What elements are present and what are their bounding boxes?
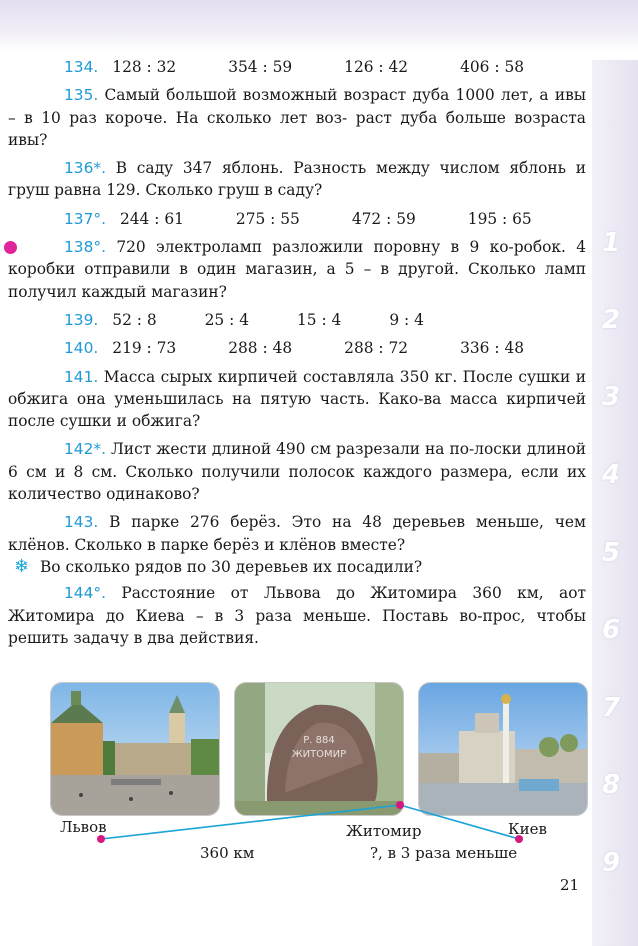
task-text: яблонь и груш равна 129. Сколько груш в саду? <box>8 159 586 200</box>
side-tab-2: 2 <box>601 305 621 335</box>
expression: 472 : 59 <box>351 209 416 228</box>
task-number: 136*. <box>64 159 106 178</box>
expression: 244 : 61 <box>119 209 184 228</box>
task-number: 135. <box>64 86 99 105</box>
side-tab-4: 4 <box>601 460 621 490</box>
task-text: каждого размера, если их количество одинаково? <box>8 462 586 504</box>
task-text: Лист жести длиной 490 см разрезали на по- <box>110 440 475 459</box>
task-text: Самый большой возможный возраст дуба <box>104 86 450 105</box>
task-extra-question: Во сколько рядов по 30 деревьев их посадили? <box>40 557 423 576</box>
stone-inscription-line: Р. 884 <box>303 735 335 746</box>
side-tab-8: 8 <box>601 770 621 800</box>
expression: 288 : 48 <box>228 339 293 358</box>
task-text: 720 электроламп разложили поровну в 9 ко- <box>116 238 514 257</box>
expression: 275 : 55 <box>235 209 300 228</box>
page-number: 21 <box>560 876 580 894</box>
city-label-lviv: Львов <box>60 818 107 836</box>
side-tab-5: 5 <box>601 538 621 568</box>
side-tab-1: 1 <box>601 228 621 258</box>
task-text: чем клёнов. Сколько в парке берёз и клёнов вместе? <box>8 513 586 554</box>
snowflake-icon: ❄ <box>14 555 30 577</box>
distance-label-2: ?, в 3 раза меньше <box>370 844 518 862</box>
task-text: ва масса кирпичей после сушки и обжига? <box>8 389 586 431</box>
expression: 126 : 42 <box>344 58 409 76</box>
side-tab-3: 3 <box>601 382 621 412</box>
lviv-point <box>97 835 105 843</box>
task-text: 1000 лет, а ивы – в 10 раз короче. На сколько лет воз- <box>8 86 586 127</box>
side-tab-6: 6 <box>601 615 621 645</box>
task-text: В парке 276 берёз. Это на 48 деревьев меньше, <box>109 513 544 532</box>
task-number: 137°. <box>64 209 106 228</box>
task-text: в другой. Сколько ламп получил каждый магазин? <box>8 260 586 301</box>
task-number: 142*. <box>64 440 106 459</box>
task-text: лоски длиной 6 см и 8 см. Сколько получили полосок <box>8 440 586 481</box>
expression: 52 : 8 <box>112 310 157 329</box>
task-number: 143. <box>64 513 99 532</box>
expression: 25 : 4 <box>204 310 249 329</box>
task-text: раст дуба больше возраста ивы? <box>8 108 586 149</box>
task-text: сушки и обжига она уменьшилась на пятую часть. Како- <box>8 367 586 408</box>
expression: 195 : 65 <box>467 209 532 228</box>
stone-inscription-line: ЖИТОМИР <box>291 749 347 760</box>
task-number: 140. <box>64 339 99 358</box>
zhytomyr-point <box>396 801 404 809</box>
side-tab-7: 7 <box>601 693 621 723</box>
expression: 354 : 59 <box>228 58 293 76</box>
task-text: Масса сырых кирпичей составляла 350 кг. После <box>103 367 513 386</box>
task-text: В саду 347 яблонь. Разность между числом <box>115 159 500 178</box>
side-tab-9: 9 <box>601 848 621 878</box>
task-number: 144°. <box>64 584 106 603</box>
task-text: прос, чтобы решить задачу в два действия. <box>8 606 586 647</box>
distance-label-1: 360 км <box>200 844 255 862</box>
city-label-kyiv: Киев <box>508 820 547 838</box>
expression: 406 : 58 <box>460 58 525 76</box>
expression: 219 : 73 <box>112 339 177 358</box>
expression: 9 : 4 <box>389 310 424 329</box>
task-text: робок. 4 коробки отправили в один магазин, а 5 – <box>8 238 586 279</box>
expression: 288 : 72 <box>344 339 409 358</box>
task-number: 139. <box>64 310 99 329</box>
expression: 128 : 32 <box>112 58 177 76</box>
task-number: 141. <box>64 367 99 386</box>
expression: 15 : 4 <box>297 310 342 329</box>
task-number: 134. <box>64 58 99 76</box>
task-number: 138°. <box>64 238 106 257</box>
task-text: Расстояние от Львова до Житомира 360 км, а <box>121 584 569 603</box>
expression: 336 : 48 <box>460 339 525 358</box>
city-label-zhytomyr: Житомир <box>346 822 422 840</box>
task-text: от Житомира до Киева – в 3 раза меньше. Поставь во- <box>8 584 586 625</box>
